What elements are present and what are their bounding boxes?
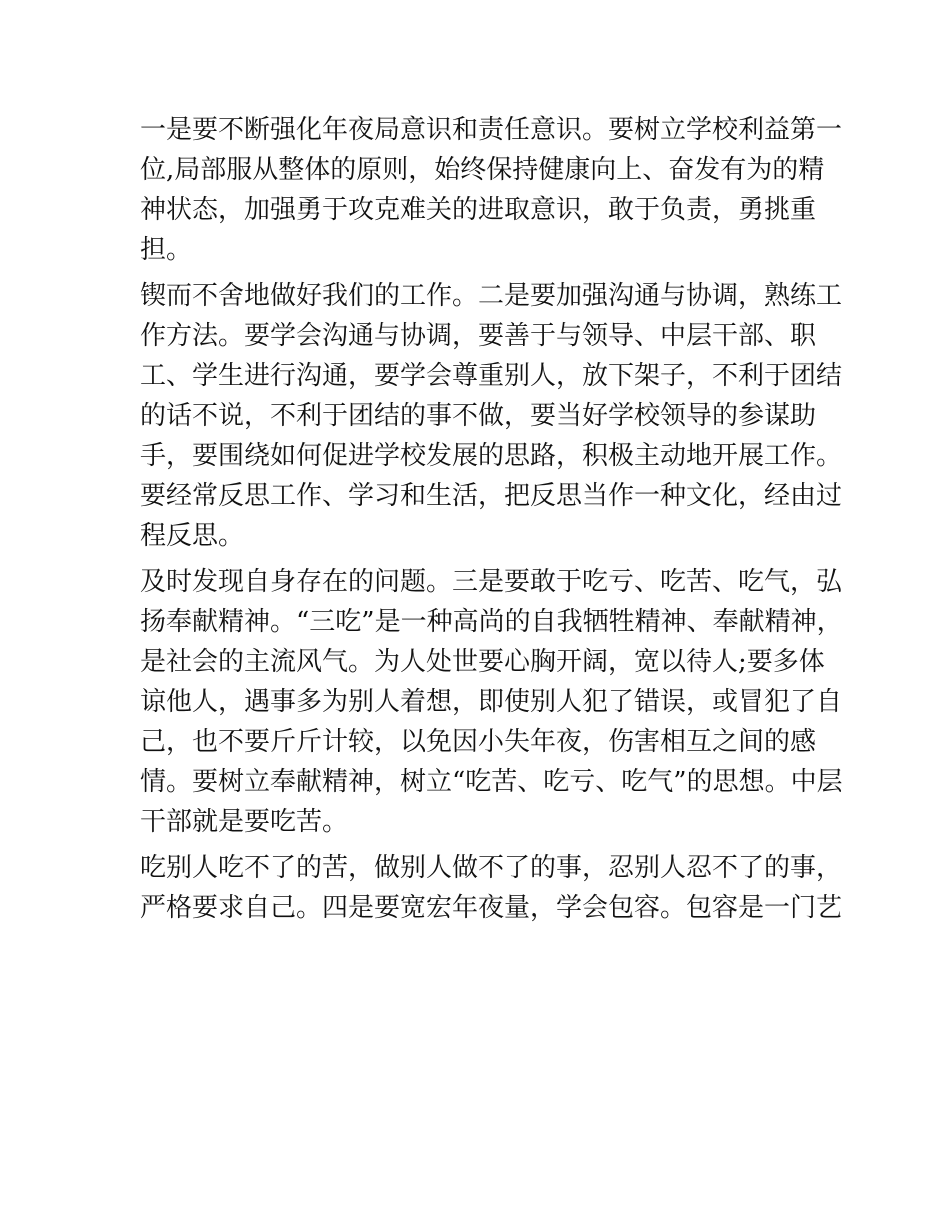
paragraph-4 bbox=[140, 848, 843, 928]
text-line: 严格要求自己。四是要宽宏年夜量，学会包容。包容是一门艺 bbox=[140, 893, 843, 923]
text-line: 锲而不舍地做好我们的工作。二是要加强沟通与协调，熟练工 bbox=[140, 281, 843, 311]
paragraph-3 bbox=[140, 562, 843, 842]
text-line: 程反思。 bbox=[140, 521, 245, 551]
text-line: 是社会的主流风气。为人处世要心胸开阔，宽以待人;要多体 bbox=[140, 647, 825, 677]
text-line: 干部就是要吃苦。 bbox=[140, 807, 349, 837]
document-body bbox=[140, 110, 843, 934]
text-line: 要经常反思工作、学习和生活，把反思当作一种文化，经由过 bbox=[140, 481, 843, 511]
text-line: 情。要树立奉献精神，树立“吃苦、吃亏、吃气”的思想。中层 bbox=[140, 767, 843, 797]
text-line: 位,局部服从整体的原则，始终保持健康向上、奋发有为的精 bbox=[140, 155, 825, 185]
text-line: 己，也不要斤斤计较，以免因小失年夜，伤害相互之间的感 bbox=[140, 727, 817, 757]
text-line: 的话不说，不利于团结的事不做，要当好学校领导的参谋助 bbox=[140, 401, 817, 431]
text-line: 扬奉献精神。“三吃”是一种高尚的自我牺牲精神、奉献精神， bbox=[140, 607, 843, 637]
text-line: 工、学生进行沟通，要学会尊重别人，放下架子，不利于团结 bbox=[140, 361, 843, 391]
text-line: 谅他人，遇事多为别人着想，即使别人犯了错误，或冒犯了自 bbox=[140, 687, 843, 717]
text-line: 吃别人吃不了的苦，做别人做不了的事，忍别人忍不了的事， bbox=[140, 853, 843, 883]
text-line: 手，要围绕如何促进学校发展的思路，积极主动地开展工作。 bbox=[140, 441, 843, 471]
text-line: 神状态，加强勇于攻克难关的进取意识，敢于负责，勇挑重 bbox=[140, 195, 817, 225]
paragraph-2 bbox=[140, 276, 843, 556]
text-line: 及时发现自身存在的问题。三是要敢于吃亏、吃苦、吃气，弘 bbox=[140, 567, 843, 597]
text-line: 一是要不断强化年夜局意识和责任意识。要树立学校利益第一 bbox=[140, 115, 843, 145]
paragraph-1 bbox=[140, 110, 843, 270]
text-line: 作方法。要学会沟通与协调，要善于与领导、中层干部、职 bbox=[140, 321, 817, 351]
text-line: 担。 bbox=[140, 235, 193, 265]
